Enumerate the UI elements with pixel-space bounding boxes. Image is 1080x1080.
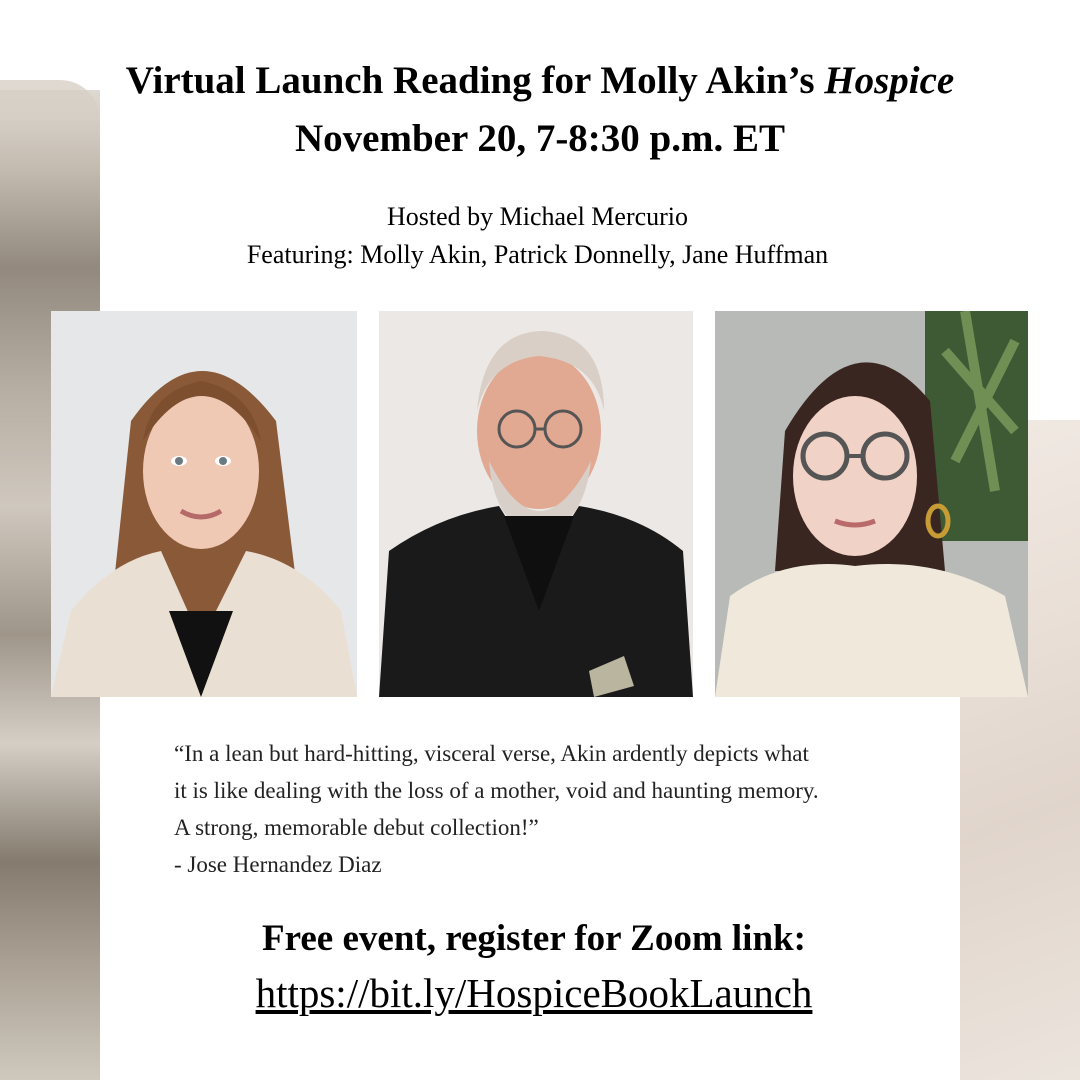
event-credits xyxy=(0,198,1075,274)
photo-patrick-donnelly xyxy=(379,311,693,697)
title-line xyxy=(0,52,1080,110)
photo-jane-huffman xyxy=(715,311,1028,697)
quote-line: “In a lean but hard-hitting, visceral verse, Akin ardently depicts what xyxy=(174,741,809,766)
featuring-line: Featuring: Molly Akin, Patrick Donnelly, Jane Huffman xyxy=(246,240,829,269)
event-date: November 20, 7-8:30 p.m. ET xyxy=(295,117,785,160)
registration-link[interactable]: https://bit.ly/HospiceBookLaunch xyxy=(255,970,813,1016)
book-title: Hospice xyxy=(824,59,955,102)
portrait-image xyxy=(379,311,693,697)
photo-molly-akin xyxy=(51,311,357,697)
registration-cta: Free event, register for Zoom link: xyxy=(262,918,806,959)
portrait-image xyxy=(51,311,357,697)
title-prefix: Virtual Launch Reading for Molly Akin’s xyxy=(125,59,825,102)
host-line: Hosted by Michael Mercurio xyxy=(386,202,689,231)
quote-line: A strong, memorable debut collection!” xyxy=(174,815,539,840)
event-title xyxy=(0,52,1080,168)
portrait-image xyxy=(715,311,1028,697)
review-quote xyxy=(174,735,934,883)
quote-attribution: - Jose Hernandez Diaz xyxy=(174,852,382,877)
quote-line: it is like dealing with the loss of a mother, void and haunting memory. xyxy=(174,778,819,803)
